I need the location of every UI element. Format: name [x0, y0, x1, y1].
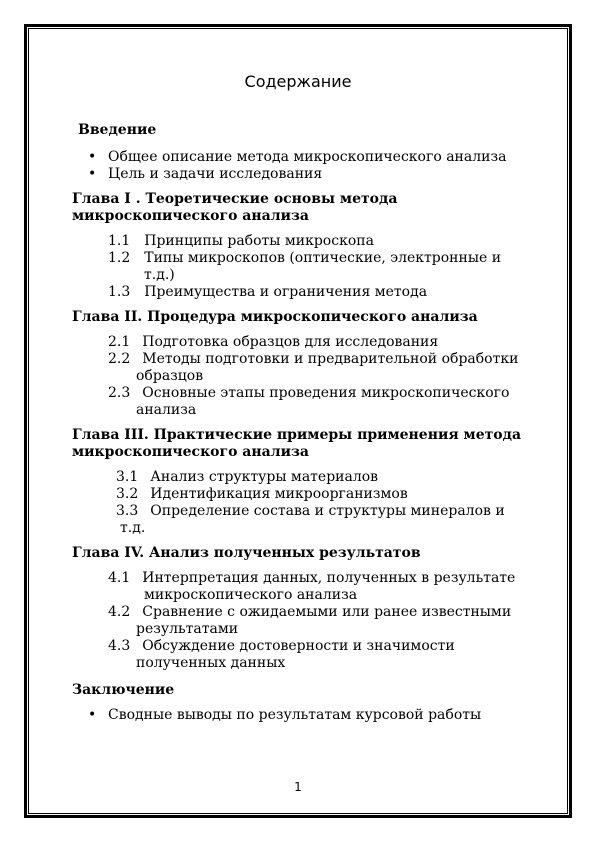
list-item: 4.3 Обсуждение достоверности и значимости полученных данных [108, 638, 455, 671]
chapter-1-items [72, 233, 532, 301]
list-item: 3.1 Анализ структуры материалов [116, 469, 379, 485]
bullet-icon: • [88, 166, 97, 182]
list-item: 2.1 Подготовка образцов для исследования [108, 334, 439, 350]
list-item: • Общее описание метода микроскопического анализа [88, 149, 507, 165]
list-item: 3.3 Определение состава и структуры минералов и т.д. [116, 503, 505, 536]
chapter-3-items [72, 469, 532, 537]
list-item: 4.2 Сравнение с ожидаемыми или ранее известными результатами [108, 604, 512, 637]
intro-heading: Введение [78, 122, 157, 138]
bullet-icon: • [88, 707, 97, 723]
conclusion-list [72, 707, 532, 724]
bullet-icon: • [88, 149, 97, 165]
list-item: 3.2 Идентификация микроорганизмов [116, 486, 408, 502]
chapter-2-items [72, 334, 532, 419]
page-title: Содержание [244, 72, 352, 91]
chapter-heading: Глава III. Практические примеры применения метода микроскопического анализа [72, 427, 522, 460]
list-item: • Цель и задачи исследования [88, 166, 323, 182]
list-item: 2.3 Основные этапы проведения микроскопического анализа [108, 385, 510, 418]
chapter-heading: Глава II. Процедура микроскопического анализа [72, 309, 478, 325]
intro-list [72, 149, 532, 183]
page-number: 1 [294, 780, 302, 794]
chapter-heading: Глава IV. Анализ полученных результатов [72, 545, 421, 561]
list-item: 1.3 Преимущества и ограничения метода [108, 284, 428, 300]
chapter-heading: Глава I . Теоретические основы метода микроскопического анализа [72, 191, 398, 224]
chapter-4-items [72, 570, 532, 672]
list-item: 1.1 Принципы работы микроскопа [108, 233, 374, 249]
list-item: 2.2 Методы подготовки и предварительной обработки образцов [108, 351, 519, 384]
list-item: 1.2 Типы микроскопов (оптические, электронные и т.д.) [108, 250, 502, 283]
list-item: • Сводные выводы по результатам курсовой работы [88, 707, 482, 723]
table-of-contents [72, 122, 532, 724]
conclusion-heading: Заключение [72, 682, 175, 698]
list-item: 4.1 Интерпретация данных, полученных в результате микроскопического анализа [108, 570, 516, 603]
